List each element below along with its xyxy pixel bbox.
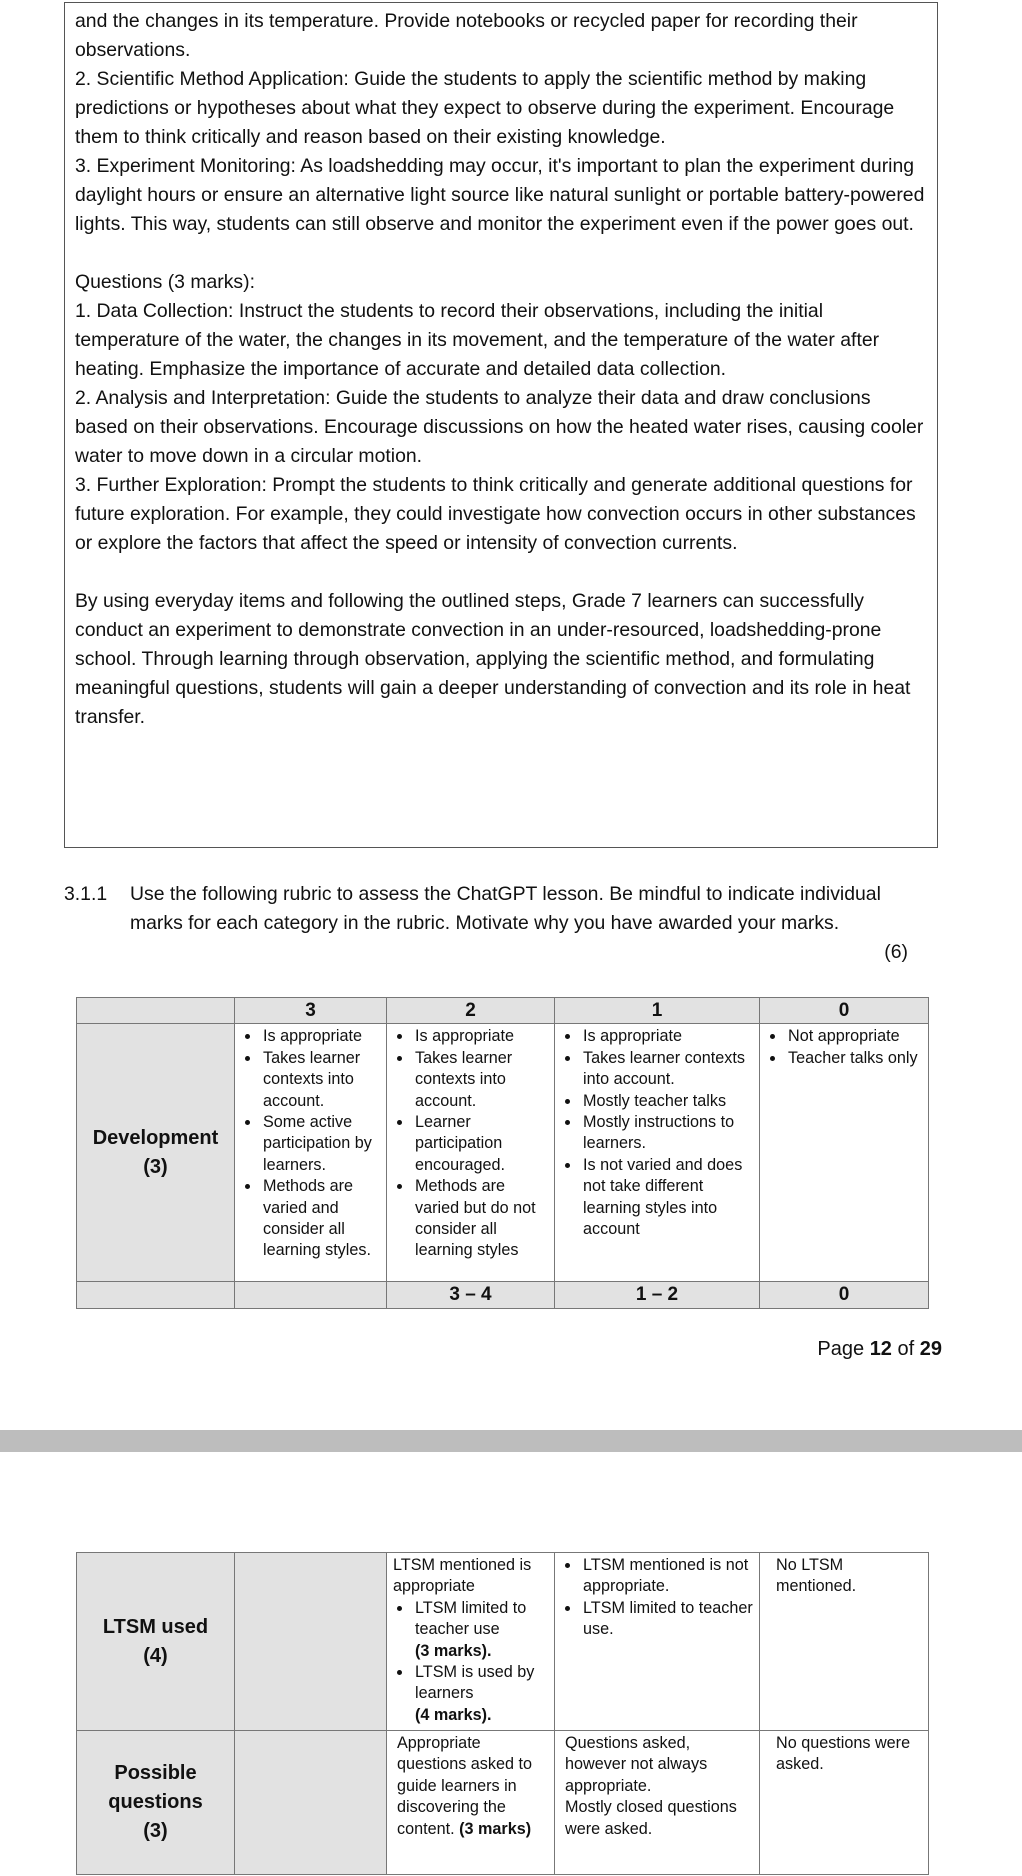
ltsm-cell-1 (555, 1553, 760, 1731)
ltsm-criterion-text: LTSM is used by learners (415, 1663, 535, 1703)
development-cell-0 (760, 1024, 929, 1282)
criterion-item: • Methods are varied and consider all learning styles. (261, 1176, 380, 1262)
question-text: Use the following rubric to assess the ChatGPT lesson. Be mindful to indicate individual marks for each category in the rubric. Motivate why you have awarded your marks. (130, 883, 881, 934)
questions-cell-1 (555, 1731, 760, 1875)
page-current: 12 (869, 1338, 892, 1360)
criterion-item: • Takes learner contexts into account. (261, 1048, 380, 1112)
questions-cell-0: No questions were asked. (760, 1731, 929, 1875)
ltsm-criterion-marks: (4 marks). (415, 1705, 492, 1724)
rubric-row-development (77, 1024, 929, 1282)
rubric-header-1: 1 (555, 998, 760, 1024)
criterion-item (413, 1662, 548, 1726)
questions-criterion-text: Appropriate questions asked to guide learners in discovering the content. (397, 1734, 532, 1838)
page-prefix: Page (817, 1338, 865, 1360)
criterion-item: • Methods are varied but do not consider all learning styles (413, 1176, 548, 1262)
page-separator (0, 1430, 1022, 1452)
ltsm-criterion-marks: (3 marks). (415, 1641, 492, 1660)
lesson-paragraph: 2. Scientific Method Application: Guide the students to apply the scientific method by making predictions or hypotheses about what they expect to observe during the experiment. Encourage them to think critically and reason based on their existing knowledge. (75, 68, 895, 148)
criterion-item: • Some active participation by learners. (261, 1112, 380, 1176)
ltsm-criterion-text: LTSM limited to teacher use (415, 1598, 527, 1639)
rubric-table-development (76, 997, 929, 1309)
ltsm-intro: LTSM mentioned is appropriate (393, 1556, 532, 1596)
criterion-item: • Is appropriate (261, 1026, 380, 1047)
criterion-item: • Mostly instructions to learners. (581, 1112, 753, 1155)
criterion-item: • Is appropriate (581, 1026, 753, 1047)
ltsm-marks: (4) (143, 1644, 168, 1667)
blank-line (75, 558, 927, 587)
rubric-header-empty (77, 998, 235, 1024)
criterion-item: • LTSM limited to teacher use. (581, 1598, 753, 1641)
lesson-paragraph: 3. Further Exploration: Prompt the students to think critically and generate additional questions for future exploration. For example, they could investigate how convection occurs in other substances or explore the factors that affect the speed or intensity of convection currents. (75, 474, 916, 554)
criterion-item: • Takes learner contexts into account. (413, 1048, 548, 1112)
development-marks: (3) (143, 1155, 168, 1178)
development-cell-2 (387, 1024, 555, 1282)
criterion-item: • Mostly teacher talks (581, 1091, 753, 1112)
rubric-footer-empty (235, 1282, 387, 1308)
questions-cell-2 (387, 1731, 555, 1875)
development-cell-3 (235, 1024, 387, 1282)
rubric-footer-0: 0 (760, 1282, 929, 1308)
ltsm-cell-0: No LTSM mentioned. (760, 1553, 929, 1731)
rubric-header-3: 3 (235, 998, 387, 1024)
rubric-footer-1-2: 1 – 2 (555, 1282, 760, 1308)
rubric-footer-empty (77, 1282, 235, 1308)
rubric-row-possible-questions (77, 1731, 929, 1875)
development-cell-1 (555, 1024, 760, 1282)
criterion-item (413, 1598, 548, 1662)
ltsm-cell-empty (235, 1553, 387, 1731)
rubric-row-ltsm (77, 1553, 929, 1731)
blank-line (75, 239, 927, 268)
rubric-header-0: 0 (760, 998, 929, 1024)
questions-heading: Questions (3 marks): (75, 271, 255, 293)
page-of: of (897, 1338, 915, 1360)
criterion-item: • Is not varied and does not take different learning styles into account (581, 1155, 753, 1241)
ltsm-cell-2 (387, 1553, 555, 1731)
questions-marks: (3) (143, 1820, 168, 1842)
lesson-paragraph: and the changes in its temperature. Provide notebooks or recycled paper for recording their observations. (75, 10, 858, 61)
questions-label: Possible questions (108, 1762, 203, 1813)
criterion-item: • Teacher talks only (786, 1048, 922, 1069)
questions-cell-empty (235, 1731, 387, 1875)
criterion-item: • Takes learner contexts into account. (581, 1048, 753, 1091)
questions-criterion-marks: (3 marks) (459, 1819, 532, 1838)
rubric-footer-row (77, 1282, 929, 1308)
rubric-header-2: 2 (387, 998, 555, 1024)
rubric-header-row (77, 998, 929, 1024)
ltsm-label: LTSM used (102, 1615, 209, 1638)
lesson-conclusion: By using everyday items and following the outlined steps, Grade 7 learners can successfully conduct an experiment to demonstrate convection in an under-resourced, loadshedding-prone school. Through learning through observation, applying the scientific method, and formulating meaningful questions, students will gain a deeper understanding of convection and its role in heat transfer. (75, 590, 911, 728)
question-number: 3.1.1 (64, 883, 108, 905)
development-label: Development (92, 1126, 219, 1149)
criterion-item: • LTSM mentioned is not appropriate. (581, 1555, 753, 1598)
criterion-item: • Learner participation encouraged. (413, 1112, 548, 1176)
lesson-paragraph: 2. Analysis and Interpretation: Guide the students to analyze their data and draw conclusions based on their observations. Encourage discussions on how the heated water rises, causing cooler water to move down in a circular motion. (75, 387, 924, 467)
chatgpt-lesson-textbox (64, 2, 938, 848)
criterion-item: • Is appropriate (413, 1026, 548, 1047)
page-total: 29 (919, 1338, 942, 1360)
questions-criterion-text: Questions asked, however not always appropriate. (565, 1734, 708, 1795)
development-label-cell (77, 1024, 235, 1282)
questions-label-cell (77, 1731, 235, 1875)
lesson-paragraph: 3. Experiment Monitoring: As loadshedding may occur, it's important to plan the experiment during daylight hours or ensure an alternative light source like natural sunlight or portable battery-powered lights. This way, students can still observe and monitor the experiment even if the power goes out. (75, 155, 925, 235)
lesson-paragraph: 1. Data Collection: Instruct the students to record their observations, including the initial temperature of the water, the changes in its movement, and the temperature of the water after heating. Emphasize the importance of accurate and detailed data collection. (75, 300, 880, 380)
questions-criterion-text: Mostly closed questions were asked. (565, 1798, 737, 1838)
question-marks: (6) (884, 941, 908, 963)
rubric-table-ltsm-questions (76, 1552, 929, 1875)
page-number (817, 1338, 942, 1361)
ltsm-label-cell (77, 1553, 235, 1731)
criterion-item: • Not appropriate (786, 1026, 922, 1047)
rubric-footer-3-4: 3 – 4 (387, 1282, 555, 1308)
